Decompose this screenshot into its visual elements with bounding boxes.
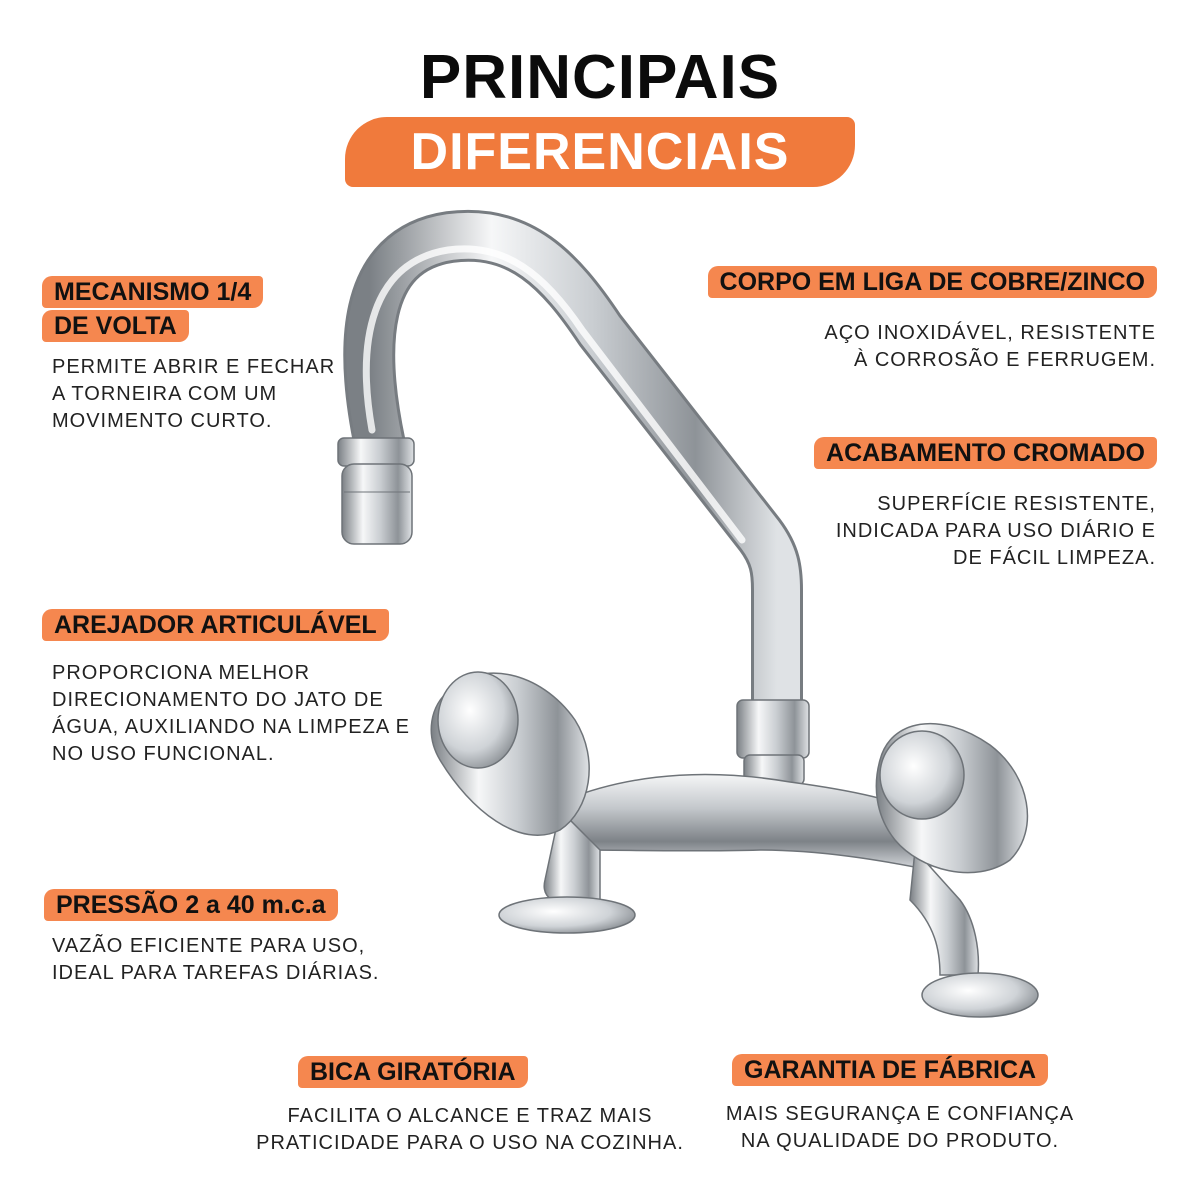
feature-title-corpo: CORPO EM LIGA DE COBRE/ZINCO [708, 266, 1157, 298]
feature-title-mecanismo-line2: DE VOLTA [42, 310, 189, 342]
feature-title-garantia: GARANTIA DE FÁBRICA [732, 1054, 1048, 1086]
feature-desc-garantia: MAIS SEGURANÇA E CONFIANÇA NA QUALIDADE DO PRODUTO. [725, 1103, 1075, 1152]
page-title: PRINCIPAIS [419, 43, 781, 112]
feature-title-pressao: PRESSÃO 2 a 40 m.c.a [44, 889, 338, 921]
feature-desc-mecanismo: PERMITE ABRIR E FECHAR A TORNEIRA COM UM MOVIMENTO CURTO. [52, 356, 336, 432]
feature-desc-acabamento: SUPERFÍCIE RESISTENTE, INDICADA PARA USO DIÁRIO E DE FÁCIL LIMPEZA. [835, 493, 1156, 569]
feature-title-bica: BICA GIRATÓRIA [298, 1056, 528, 1088]
feature-desc-corpo: AÇO INOXIDÁVEL, RESISTENTE À CORROSÃO E FERRUGEM. [824, 322, 1156, 371]
feature-desc-arejador: PROPORCIONA MELHOR DIRECIONAMENTO DO JATO DE ÁGUA, AUXILIANDO NA LIMPEZA E NO USO FUNCIONAL. [52, 662, 410, 765]
feature-title-arejador: AREJADOR ARTICULÁVEL [42, 609, 389, 641]
feature-desc-bica: FACILITA O ALCANCE E TRAZ MAIS PRATICIDADE PARA O USO NA COZINHA. [256, 1105, 684, 1154]
page-subtitle: DIFERENCIAIS [410, 123, 790, 181]
feature-desc-pressao: VAZÃO EFICIENTE PARA USO, IDEAL PARA TAREFAS DIÁRIAS. [52, 935, 380, 984]
feature-title-acabamento: ACABAMENTO CROMADO [814, 437, 1157, 469]
feature-title-mecanismo: MECANISMO 1/4 [42, 276, 263, 308]
